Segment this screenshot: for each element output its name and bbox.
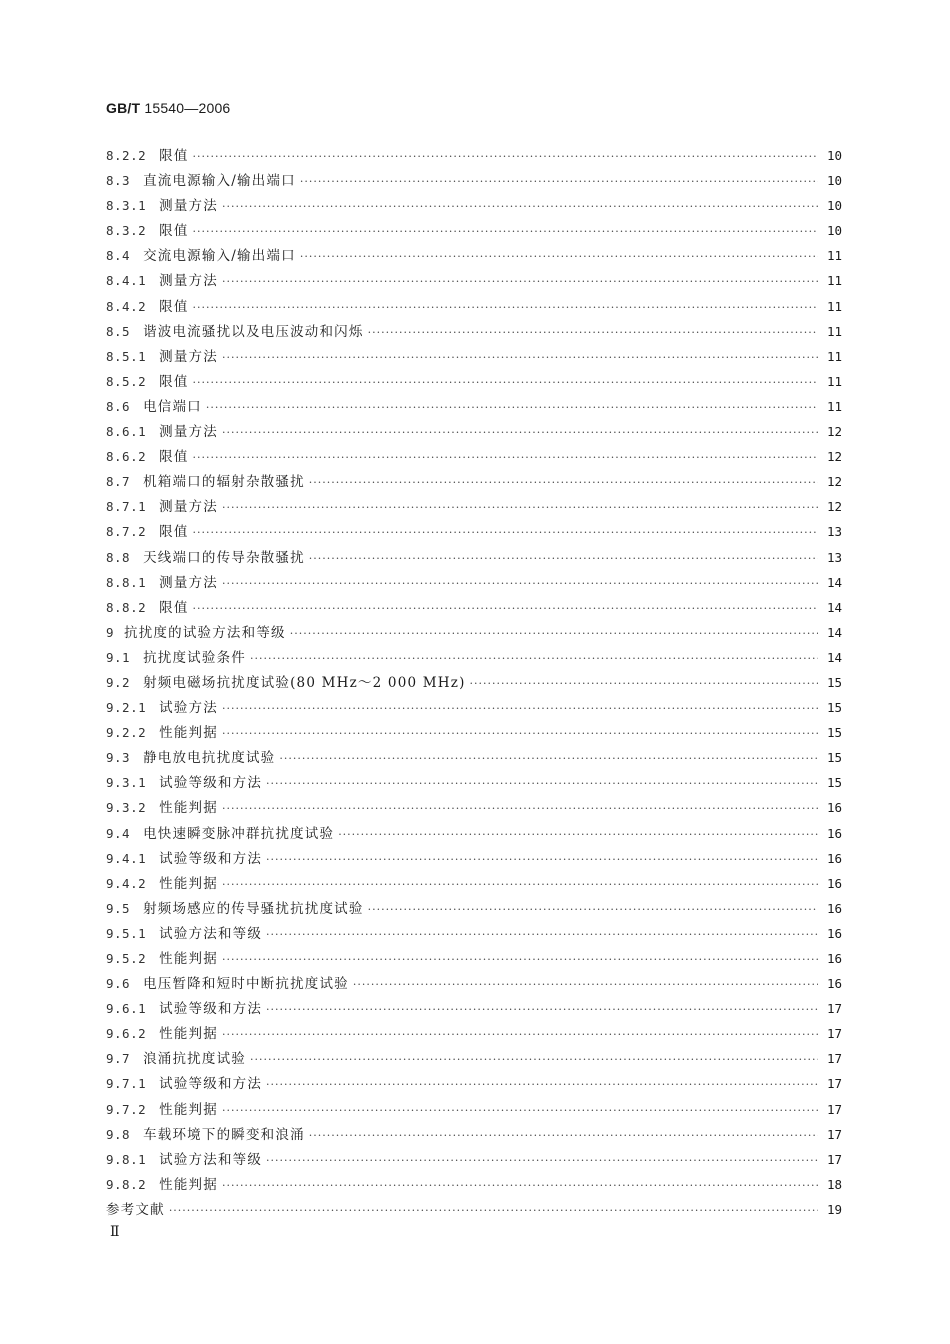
toc-entry[interactable] — [106, 168, 842, 193]
toc-entry[interactable] — [106, 1122, 842, 1147]
toc-entry[interactable] — [106, 846, 842, 871]
toc-entry-number: 9.7 — [106, 1051, 131, 1067]
toc-entry-page: 17 — [826, 1101, 842, 1117]
toc-entry[interactable] — [106, 1071, 842, 1096]
toc-entry-title: 测量方法 — [159, 198, 218, 215]
toc-entry-page: 11 — [826, 323, 842, 339]
toc-entry[interactable] — [106, 218, 842, 243]
toc-leader-dots — [279, 746, 818, 771]
toc-entry-page: 16 — [826, 925, 842, 941]
toc-entry-title: 机箱端口的辐射杂散骚扰 — [143, 474, 305, 491]
toc-entry-page: 10 — [826, 173, 842, 189]
toc-leader-dots — [338, 822, 818, 847]
toc-entry[interactable] — [106, 268, 842, 293]
toc-leader-dots — [266, 847, 818, 872]
toc-entry-number: 9.5.1 — [106, 925, 147, 941]
toc-entry[interactable] — [106, 795, 842, 820]
toc-leader-dots — [193, 520, 818, 545]
toc-entry[interactable] — [106, 821, 842, 846]
toc-entry-number: 9.6.1 — [106, 1001, 147, 1017]
toc-entry-page: 10 — [826, 148, 842, 163]
toc-entry-page: 17 — [826, 1076, 842, 1092]
toc-entry-page: 17 — [826, 1001, 842, 1017]
toc-entry[interactable] — [106, 319, 842, 344]
toc-entry-title: 静电放电抗扰度试验 — [143, 750, 276, 767]
toc-entry[interactable] — [106, 243, 842, 268]
toc-leader-dots — [309, 470, 818, 495]
toc-entry[interactable] — [106, 494, 842, 519]
toc-entry-title: 试验等级和方法 — [159, 850, 263, 867]
toc-entry-number: 9.8.1 — [106, 1151, 147, 1167]
toc-entry-page: 16 — [826, 900, 842, 916]
toc-entry[interactable] — [106, 1021, 842, 1046]
toc-leader-dots — [470, 671, 818, 696]
toc-entry-number: 9.7.2 — [106, 1101, 147, 1117]
toc-leader-dots — [222, 269, 818, 294]
toc-entry[interactable] — [106, 444, 842, 469]
toc-entry-page: 11 — [826, 398, 842, 414]
toc-entry[interactable] — [106, 344, 842, 369]
toc-entry-page: 13 — [826, 549, 842, 565]
toc-entry-page: 11 — [826, 373, 842, 389]
toc-entry-page: 11 — [826, 273, 842, 289]
toc-entry[interactable] — [106, 1147, 842, 1172]
toc-entry-page: 12 — [826, 424, 842, 440]
toc-entry[interactable] — [106, 871, 842, 896]
toc-entry-number: 9.5 — [106, 900, 131, 916]
toc-entry-page: 17 — [826, 1151, 842, 1167]
toc-leader-dots — [368, 897, 818, 922]
toc-entry-page: 11 — [826, 298, 842, 314]
toc-leader-dots — [250, 646, 818, 671]
toc-entry[interactable] — [106, 620, 842, 645]
toc-entry-number: 8.2.2 — [106, 148, 147, 163]
toc-leader-dots — [193, 370, 818, 395]
toc-entry-number: 9.7.1 — [106, 1076, 147, 1092]
toc-leader-dots — [300, 244, 818, 269]
toc-entry-number: 9.3 — [106, 750, 131, 766]
toc-leader-dots — [222, 872, 818, 897]
toc-entry-title: 测量方法 — [159, 424, 218, 441]
toc-entry[interactable] — [106, 996, 842, 1021]
standard-number: 15540—2006 — [144, 100, 231, 116]
toc-entry-number: 9.4 — [106, 825, 131, 841]
toc-leader-dots — [222, 1022, 818, 1047]
document-header — [106, 100, 230, 116]
toc-entry-page: 14 — [826, 624, 842, 640]
toc-entry-page: 16 — [826, 875, 842, 891]
toc-entry-number: 9.1 — [106, 649, 131, 665]
toc-entry-title: 试验等级和方法 — [159, 1076, 263, 1093]
page-number: Ⅱ — [110, 1224, 120, 1240]
toc-leader-dots — [193, 596, 818, 621]
toc-entry-title: 试验等级和方法 — [159, 1001, 263, 1018]
toc-entry-number: 8.8.2 — [106, 599, 147, 615]
toc-entry-page: 15 — [826, 674, 842, 690]
toc-entry-title: 性能判据 — [159, 725, 218, 742]
toc-entry-number: 8.8 — [106, 549, 131, 565]
toc-leader-dots — [266, 922, 818, 947]
toc-entry-page: 17 — [826, 1051, 842, 1067]
toc-entry-title: 限值 — [159, 524, 189, 541]
toc-entry-page: 17 — [826, 1126, 842, 1142]
toc-leader-dots — [222, 796, 818, 821]
toc-entry-number: 9.6 — [106, 976, 131, 992]
toc-entry-title: 抗扰度试验条件 — [143, 649, 246, 666]
toc-leader-dots — [222, 420, 818, 445]
toc-entry-number: 8.5.2 — [106, 373, 147, 389]
toc-entry-title: 测量方法 — [159, 574, 218, 591]
toc-entry[interactable] — [106, 1172, 842, 1197]
toc-entry-number: 8.6.1 — [106, 424, 147, 440]
toc-entry[interactable] — [106, 645, 842, 670]
toc-entry-number: 8.4.2 — [106, 298, 147, 314]
toc-entry-title: 抗扰度的试验方法和等级 — [124, 624, 286, 641]
toc-entry-number: 9.8.2 — [106, 1176, 147, 1192]
toc-leader-dots — [266, 771, 818, 796]
toc-entry-title: 直流电源输入/输出端口 — [143, 173, 296, 190]
standard-code: GB/T — [106, 100, 141, 116]
toc-leader-dots — [266, 997, 818, 1022]
toc-leader-dots — [193, 295, 818, 320]
toc-entry-page: 15 — [826, 750, 842, 766]
toc-entry-page: 12 — [826, 499, 842, 515]
toc-entry-title: 浪涌抗扰度试验 — [143, 1051, 246, 1068]
toc-entry-number: 9 — [106, 624, 115, 640]
toc-leader-dots — [222, 1173, 818, 1198]
toc-entry[interactable] — [106, 193, 842, 218]
toc-entry-page: 17 — [826, 1026, 842, 1042]
toc-entry-title: 限值 — [159, 298, 189, 315]
toc-entry-title: 射频电磁场抗扰度试验(80 MHz～2 000 MHz) — [143, 674, 466, 691]
toc-entry[interactable] — [106, 469, 842, 494]
toc-entry-title: 参考文献 — [106, 1201, 165, 1218]
toc-entry-title: 限值 — [159, 223, 189, 240]
toc-leader-dots — [300, 169, 818, 194]
toc-entry-number: 8.3.2 — [106, 223, 147, 239]
toc-entry-title: 测量方法 — [159, 273, 218, 290]
toc-entry-number: 9.3.1 — [106, 775, 147, 791]
toc-entry-page: 12 — [826, 474, 842, 490]
toc-entry[interactable] — [106, 545, 842, 570]
toc-entry-page: 12 — [826, 449, 842, 465]
toc-entry[interactable] — [106, 519, 842, 544]
toc-leader-dots — [222, 721, 818, 746]
toc-leader-dots — [222, 194, 818, 219]
toc-entry-number: 8.7.2 — [106, 524, 147, 540]
toc-entry[interactable] — [106, 921, 842, 946]
toc-entry-page: 11 — [826, 248, 842, 264]
toc-leader-dots — [290, 621, 818, 646]
toc-entry-number: 9.8 — [106, 1126, 131, 1142]
toc-entry-title: 谐波电流骚扰以及电压波动和闪烁 — [143, 323, 364, 340]
toc-leader-dots — [266, 1072, 818, 1097]
toc-entry-title: 车载环境下的瞬变和浪涌 — [143, 1126, 305, 1143]
toc-entry[interactable] — [106, 595, 842, 620]
toc-entry-page: 18 — [826, 1176, 842, 1192]
toc-entry[interactable] — [106, 1197, 842, 1222]
toc-entry[interactable] — [106, 971, 842, 996]
toc-entry[interactable] — [106, 745, 842, 770]
toc-entry-number: 9.4.1 — [106, 850, 147, 866]
toc-entry-page: 16 — [826, 800, 842, 816]
toc-entry-title: 性能判据 — [159, 1101, 218, 1118]
toc-entry[interactable] — [106, 720, 842, 745]
toc-entry-title: 天线端口的传导杂散骚扰 — [143, 549, 305, 566]
toc-entry-number: 8.4 — [106, 248, 131, 264]
toc-entry-page: 15 — [826, 725, 842, 741]
toc-leader-dots — [193, 445, 818, 470]
toc-entry-title: 电压暂降和短时中断抗扰度试验 — [143, 976, 349, 993]
toc-entry-number: 9.5.2 — [106, 951, 147, 966]
toc-entry-number: 9.3.2 — [106, 800, 147, 816]
toc-entry[interactable] — [106, 143, 842, 168]
toc-entry[interactable] — [106, 419, 842, 444]
toc-entry-number: 9.2 — [106, 674, 131, 690]
toc-entry-page: 14 — [826, 599, 842, 615]
toc-entry-title: 测量方法 — [159, 499, 218, 516]
toc-entry-title: 限值 — [159, 148, 189, 164]
toc-entry-page: 10 — [826, 223, 842, 239]
toc-entry-number: 9.2.1 — [106, 700, 147, 716]
toc-entry-title: 性能判据 — [159, 1026, 218, 1043]
toc-leader-dots — [206, 395, 818, 420]
toc-entry-page: 16 — [826, 850, 842, 866]
toc-leader-dots — [309, 546, 818, 571]
toc-entry-title: 限值 — [159, 599, 189, 616]
toc-entry-number: 8.7 — [106, 474, 131, 490]
toc-entry-number: 9.2.2 — [106, 725, 147, 741]
toc-entry-title: 试验等级和方法 — [159, 775, 263, 792]
toc-leader-dots — [353, 972, 818, 997]
toc-entry[interactable] — [106, 670, 842, 695]
toc-entry[interactable] — [106, 770, 842, 795]
toc-leader-dots — [169, 1198, 818, 1223]
toc-entry[interactable] — [106, 394, 842, 419]
toc-entry-number: 8.7.1 — [106, 499, 147, 515]
toc-entry-number: 8.3 — [106, 173, 131, 189]
toc-entry[interactable] — [106, 369, 842, 394]
toc-entry-number: 8.3.1 — [106, 198, 147, 214]
toc-entry-number: 8.4.1 — [106, 273, 147, 289]
toc-leader-dots — [193, 219, 818, 244]
toc-entry-page: 14 — [826, 649, 842, 665]
toc-entry-page: 13 — [826, 524, 842, 540]
toc-entry-page: 16 — [826, 951, 842, 966]
toc-entry-title: 射频场感应的传导骚扰抗扰度试验 — [143, 900, 364, 917]
toc-entry-number: 8.6 — [106, 398, 131, 414]
toc-entry-title: 电信端口 — [143, 398, 202, 415]
toc-leader-dots — [222, 345, 818, 370]
toc-entry-page: 15 — [826, 775, 842, 791]
toc-entry-title: 试验方法和等级 — [159, 925, 263, 942]
toc-entry-title: 限值 — [159, 373, 189, 390]
toc-entry-number: 8.8.1 — [106, 574, 147, 590]
toc-entry-number: 8.6.2 — [106, 449, 147, 465]
toc-entry-page: 16 — [826, 976, 842, 992]
toc-entry-title: 性能判据 — [159, 875, 218, 892]
toc-entry[interactable] — [106, 1046, 842, 1071]
toc-entry-number: 9.6.2 — [106, 1026, 147, 1042]
toc-entry-title: 限值 — [159, 449, 189, 466]
toc-entry-title: 试验方法和等级 — [159, 1151, 263, 1168]
toc-entry-title: 交流电源输入/输出端口 — [143, 248, 296, 265]
toc-entry[interactable] — [106, 570, 842, 595]
toc-leader-dots — [368, 320, 818, 345]
toc-leader-dots — [250, 1047, 818, 1072]
toc-leader-dots — [222, 571, 818, 596]
toc-entry-number: 9.4.2 — [106, 875, 147, 891]
toc-leader-dots — [222, 495, 818, 520]
toc-entry-number: 8.5.1 — [106, 348, 147, 364]
toc-leader-dots — [193, 144, 818, 169]
toc-entry[interactable] — [106, 896, 842, 921]
toc-entry-page: 10 — [826, 198, 842, 214]
table-of-contents — [106, 143, 842, 1222]
toc-entry[interactable] — [106, 1097, 842, 1122]
toc-leader-dots — [222, 1098, 818, 1123]
toc-entry[interactable] — [106, 695, 842, 720]
toc-entry-title: 性能判据 — [159, 1176, 218, 1193]
toc-leader-dots — [309, 1123, 818, 1148]
toc-entry-page: 19 — [826, 1201, 842, 1217]
toc-entry-page: 14 — [826, 574, 842, 590]
toc-entry-page: 16 — [826, 825, 842, 841]
toc-entry-title: 试验方法 — [159, 700, 218, 717]
toc-entry-number: 8.5 — [106, 323, 131, 339]
toc-entry-title: 性能判据 — [159, 951, 218, 967]
toc-leader-dots — [222, 947, 818, 972]
toc-entry-page: 11 — [826, 348, 842, 364]
toc-entry-title: 性能判据 — [159, 800, 218, 817]
toc-entry[interactable] — [106, 946, 842, 971]
toc-entry-title: 电快速瞬变脉冲群抗扰度试验 — [143, 825, 335, 842]
toc-entry-title: 测量方法 — [159, 348, 218, 365]
toc-leader-dots — [222, 696, 818, 721]
toc-leader-dots — [266, 1148, 818, 1173]
toc-entry-page: 15 — [826, 700, 842, 716]
toc-entry[interactable] — [106, 294, 842, 319]
